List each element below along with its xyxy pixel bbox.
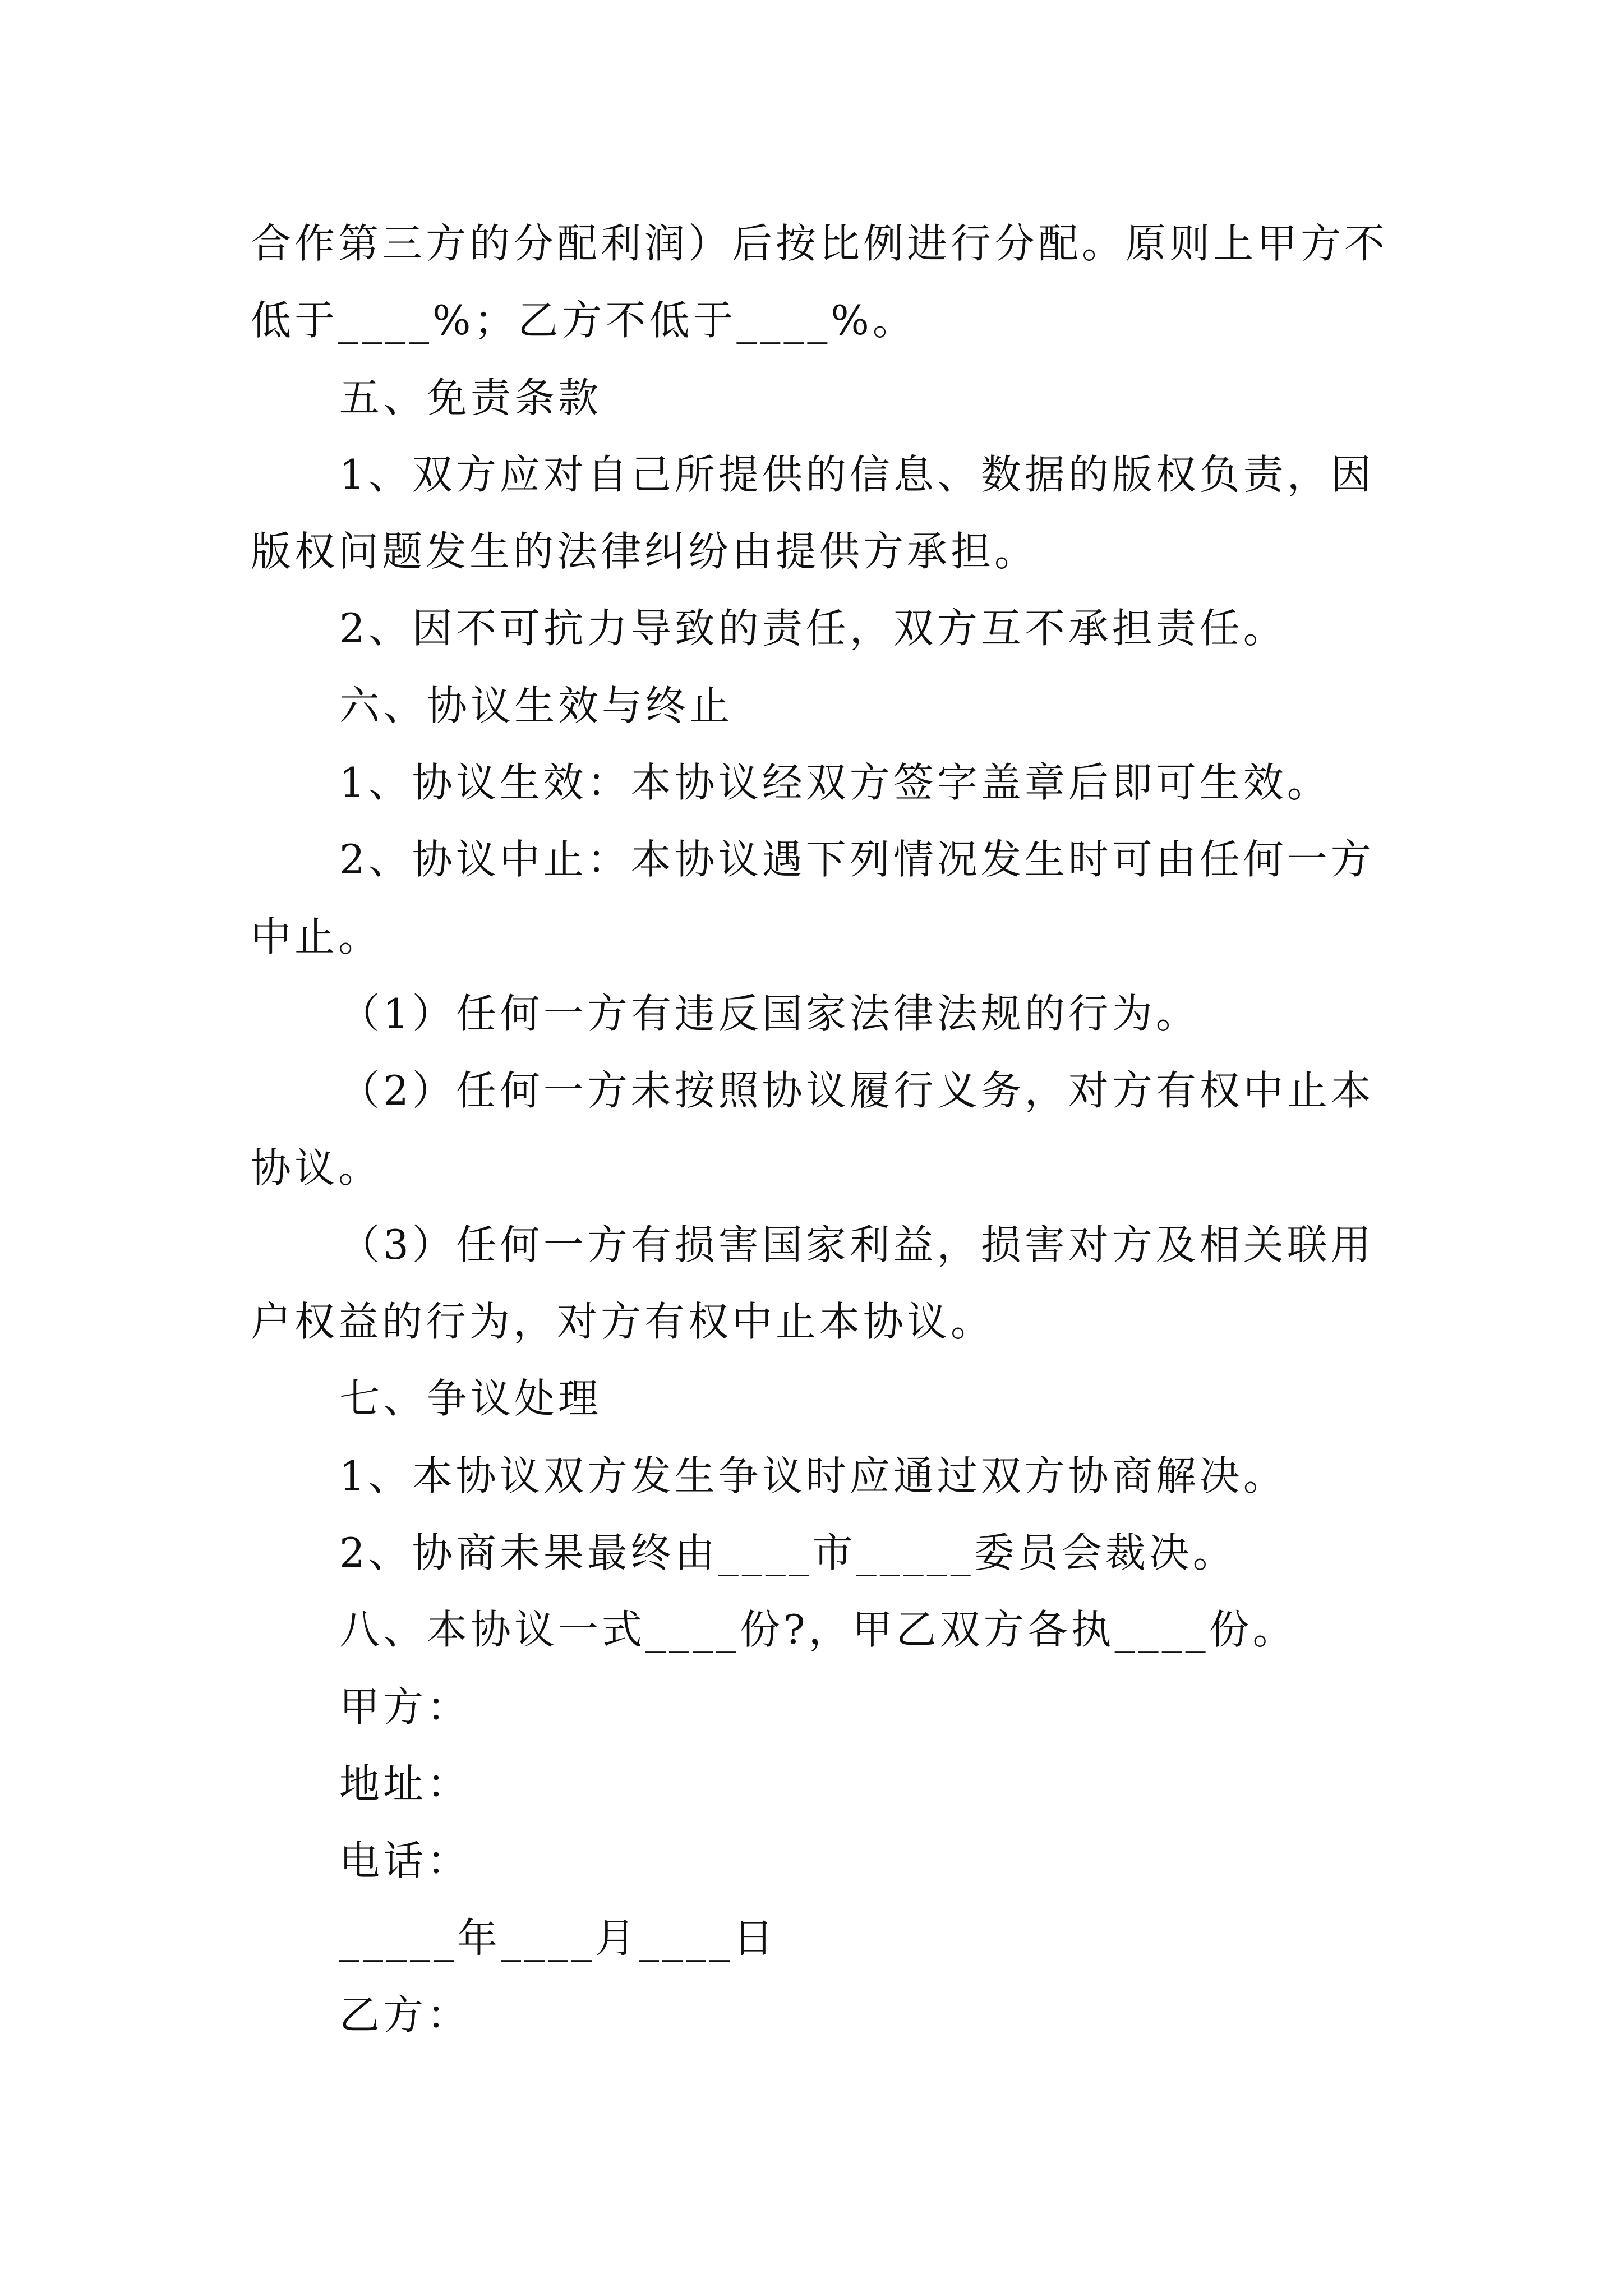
signature-label: 乙方： (339, 1991, 471, 2039)
text-line: （1）任何一方有违反国家法律法规的行为。 (339, 990, 1200, 1037)
clause-force-majeure (251, 590, 1428, 667)
section-heading: 七、争议处理 (339, 1375, 602, 1423)
document-body (251, 205, 1428, 2054)
signature-party-b (251, 1977, 1428, 2054)
list-item-1 (251, 976, 1428, 1052)
clause-effect (251, 744, 1428, 821)
text-line: （2）任何一方未按照协议履行义务，对方有权中止本 (339, 1067, 1375, 1115)
text-line: 合作第三方的分配利润）后按比例进行分配。原则上甲方不 (251, 220, 1389, 267)
list-item-3 (251, 1207, 1428, 1361)
signature-address (251, 1746, 1428, 1823)
text-line: 八、本协议一式____份?，甲乙双方各执____份。 (339, 1606, 1297, 1654)
section-heading-dispute (251, 1360, 1428, 1437)
text-line: 1、双方应对自己所提供的信息、数据的版权负责，因 (339, 450, 1375, 498)
signature-date (251, 1900, 1428, 1977)
date-line: _____年____月____日 (339, 1914, 777, 1962)
clause-suspension (251, 821, 1428, 976)
clause-arbitration (251, 1515, 1428, 1591)
signature-label: 地址： (339, 1760, 471, 1807)
text-line: 户权益的行为，对方有权中止本协议。 (251, 1298, 995, 1346)
text-line: （3）任何一方有损害国家利益，损害对方及相关联用 (339, 1221, 1375, 1268)
section-copies (251, 1591, 1428, 1668)
section-heading: 五、免责条款 (339, 374, 602, 421)
text-line: 1、本协议双方发生争议时应通过双方协商解决。 (339, 1452, 1287, 1499)
text-line: 1、协议生效：本协议经双方签字盖章后即可生效。 (339, 759, 1331, 807)
section-heading-disclaimer (251, 360, 1428, 436)
signature-label: 甲方： (339, 1683, 471, 1731)
section-heading: 六、协议生效与终止 (339, 682, 734, 729)
text-line: 中止。 (251, 913, 382, 960)
clause-negotiation (251, 1438, 1428, 1515)
text-line: 2、协商未果最终由____市_____委员会裁决。 (339, 1529, 1237, 1577)
signature-party-a (251, 1669, 1428, 1746)
text-line: 版权问题发生的法律纠纷由提供方承担。 (251, 528, 1039, 576)
text-line: 低于____%；乙方不低于____%。 (251, 297, 916, 344)
signature-phone (251, 1823, 1428, 1899)
section-heading-effect-termination (251, 668, 1428, 744)
list-item-2 (251, 1052, 1428, 1207)
text-line: 协议。 (251, 1144, 382, 1191)
clause-copyright (251, 436, 1428, 591)
paragraph-continuation (251, 205, 1428, 360)
text-line: 2、协议中止：本协议遇下列情况发生时可由任何一方 (339, 836, 1375, 884)
text-line: 2、因不可抗力导致的责任，双方互不承担责任。 (339, 605, 1287, 652)
signature-label: 电话： (339, 1837, 471, 1885)
